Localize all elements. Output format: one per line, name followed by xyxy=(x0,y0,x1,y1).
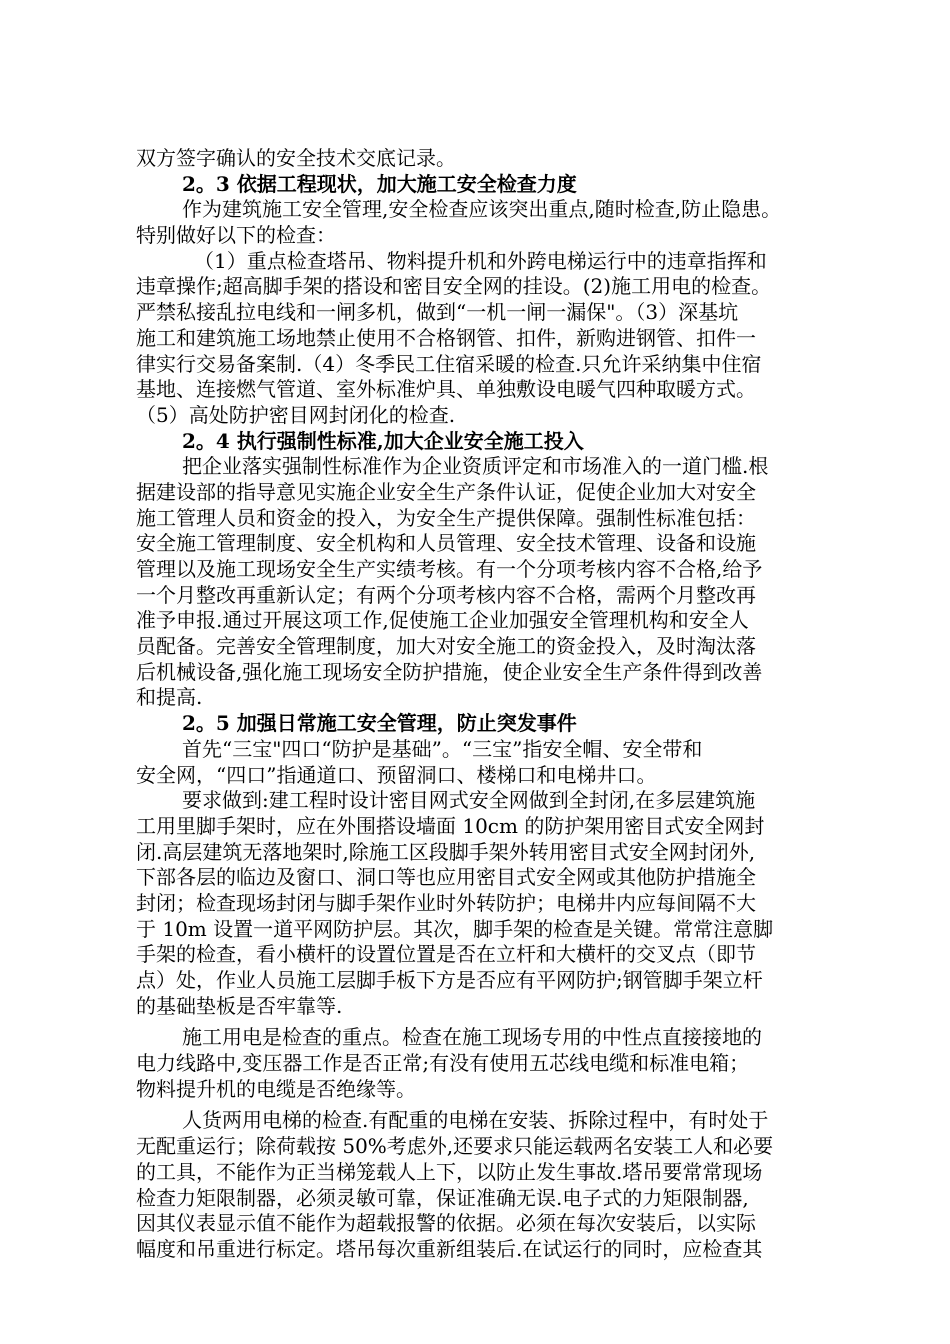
body-text-line: （1）重点检查塔吊、物料提升机和外跨电梯运行中的违章指挥和 xyxy=(194,248,767,273)
body-text-line: 要求做到:建工程时设计密目网式安全网做到全封闭,在多层建筑施 xyxy=(182,788,756,813)
body-text-line: 人货两用电梯的检查.有配重的电梯在安装、拆除过程中，有时处于 xyxy=(182,1108,769,1133)
body-text-line: 闭.高层建筑无落地架时,除施工区段脚手架外转用密目式安全网封闭外, xyxy=(136,839,756,864)
body-text-line: 管理以及施工现场安全生产实绩考核。有一个分项考核内容不合格,给予 xyxy=(136,557,763,581)
body-text-line: 的工具，不能作为正当梯笼载人上下，以防止发生事故.塔吊要常常现场 xyxy=(136,1159,763,1184)
body-text-line: 作为建筑施工安全管理,安全检查应该突出重点,随时检查,防止隐患。 xyxy=(182,197,782,222)
body-text-line: 严禁私接乱拉电线和一闸多机，做到“一机一闸一漏保"。（3）深基坑 xyxy=(136,300,739,325)
body-text-line: 因其仪表显示值不能作为超载报警的依据。必须在每次安装后，以实际 xyxy=(136,1211,756,1236)
body-text-line: 点）处，作业人员施工层脚手板下方是否应有平网防护;钢管脚手架立杆 xyxy=(136,968,763,992)
body-text-line: 施工管理人员和资金的投入，为安全生产提供保障。强制性标准包括： xyxy=(136,505,756,530)
body-text-line: 封闭；检查现场封闭与脚手架作业时外转防护；电梯井内应每间隔不大 xyxy=(136,890,756,915)
body-text-line: 一个月整改再重新认定；有两个分项考核内容不合格，需两个月整改再 xyxy=(136,582,756,607)
body-text-line: 安全网，“四口”指通道口、预留洞口、楼梯口和电梯井口。 xyxy=(136,762,657,787)
body-text-line: 下部各层的临边及窗口、洞口等也应用密目式安全网或其他防护措施全 xyxy=(136,865,756,890)
body-text-line: 于 10m 设置一道平网防护层。其次，脚手架的检查是关键。常常注意脚 xyxy=(136,916,774,941)
section-heading-2-3: 2。3 依据工程现状，加大施工安全检查力度 xyxy=(182,171,577,196)
section-heading-2-4: 2。4 执行强制性标准,加大企业安全施工投入 xyxy=(182,428,584,453)
body-text-line: 特别做好以下的检查： xyxy=(136,223,336,248)
body-text-line: 首先“三宝"四口“防护是基础”。“三宝”指安全帽、安全带和 xyxy=(182,736,703,761)
body-text-line: 物料提升机的电缆是否绝缘等。 xyxy=(136,1076,416,1101)
body-text-line: 基地、连接燃气管道、室外标准炉具、单独敷设电暖气四种取暖方式。 xyxy=(136,377,756,402)
body-text-line: （5）高处防护密目网封闭化的检查. xyxy=(136,402,456,427)
body-text-line: 员配备。完善安全管理制度，加大对安全施工的资金投入，及时淘汰落 xyxy=(136,634,756,659)
body-text-line: 据建设部的指导意见实施企业安全生产条件认证，促使企业加大对安全 xyxy=(136,479,756,504)
body-text-line: 电力线路中,变压器工作是否正常;有没有使用五芯线电缆和标准电箱； xyxy=(136,1051,750,1076)
body-text-line: 工用里脚手架时，应在外围搭设墙面 10cm 的防护架用密目式安全网封 xyxy=(136,813,765,838)
body-text-line: 违章操作;超高脚手架的搭设和密目安全网的挂设。(2)施工用电的检查。 xyxy=(136,274,772,299)
body-text-line: 手架的检查，看小横杆的设置位置是否在立杆和大横杆的交叉点（即节 xyxy=(136,942,756,967)
body-text-line: 检查力矩限制器，必须灵敏可靠，保证准确无误.电子式的力矩限制器, xyxy=(136,1185,749,1210)
body-text-line: 律实行交易备案制.（4）冬季民工住宿采暖的检查.只允许采纳集中住宿 xyxy=(136,351,762,376)
body-text-line: 无配重运行；除荷载按 50%考虑外,还要求只能运载两名安装工人和必要 xyxy=(136,1134,774,1159)
section-heading-2-5: 2。5 加强日常施工安全管理，防止突发事件 xyxy=(182,711,577,736)
body-text-line: 和提高. xyxy=(136,685,203,710)
body-text-line: 后机械设备,强化施工现场安全防护措施，使企业安全生产条件得到改善 xyxy=(136,659,763,684)
body-text-line: 的基础垫板是否牢靠等. xyxy=(136,993,343,1018)
body-text-line: 安全施工管理制度、安全机构和人员管理、安全技术管理、设备和设施 xyxy=(136,531,756,556)
body-text-line: 施工和建筑施工场地禁止使用不合格钢管、扣件，新购进钢管、扣件一 xyxy=(136,325,756,350)
body-text-line: 幅度和吊重进行标定。塔吊每次重新组装后.在试运行的同时，应检查其 xyxy=(136,1236,763,1261)
body-text-line: 施工用电是检查的重点。检查在施工现场专用的中性点直接接地的 xyxy=(182,1025,762,1050)
body-text-line: 把企业落实强制性标准作为企业资质评定和市场准入的一道门槛.根 xyxy=(182,454,769,479)
document-page xyxy=(136,146,838,1263)
body-text-line: 准予申报.通过开展这项工作,促使施工企业加强安全管理机构和安全人 xyxy=(136,608,749,633)
body-text-line: 双方签字确认的安全技术交底记录。 xyxy=(136,146,456,170)
